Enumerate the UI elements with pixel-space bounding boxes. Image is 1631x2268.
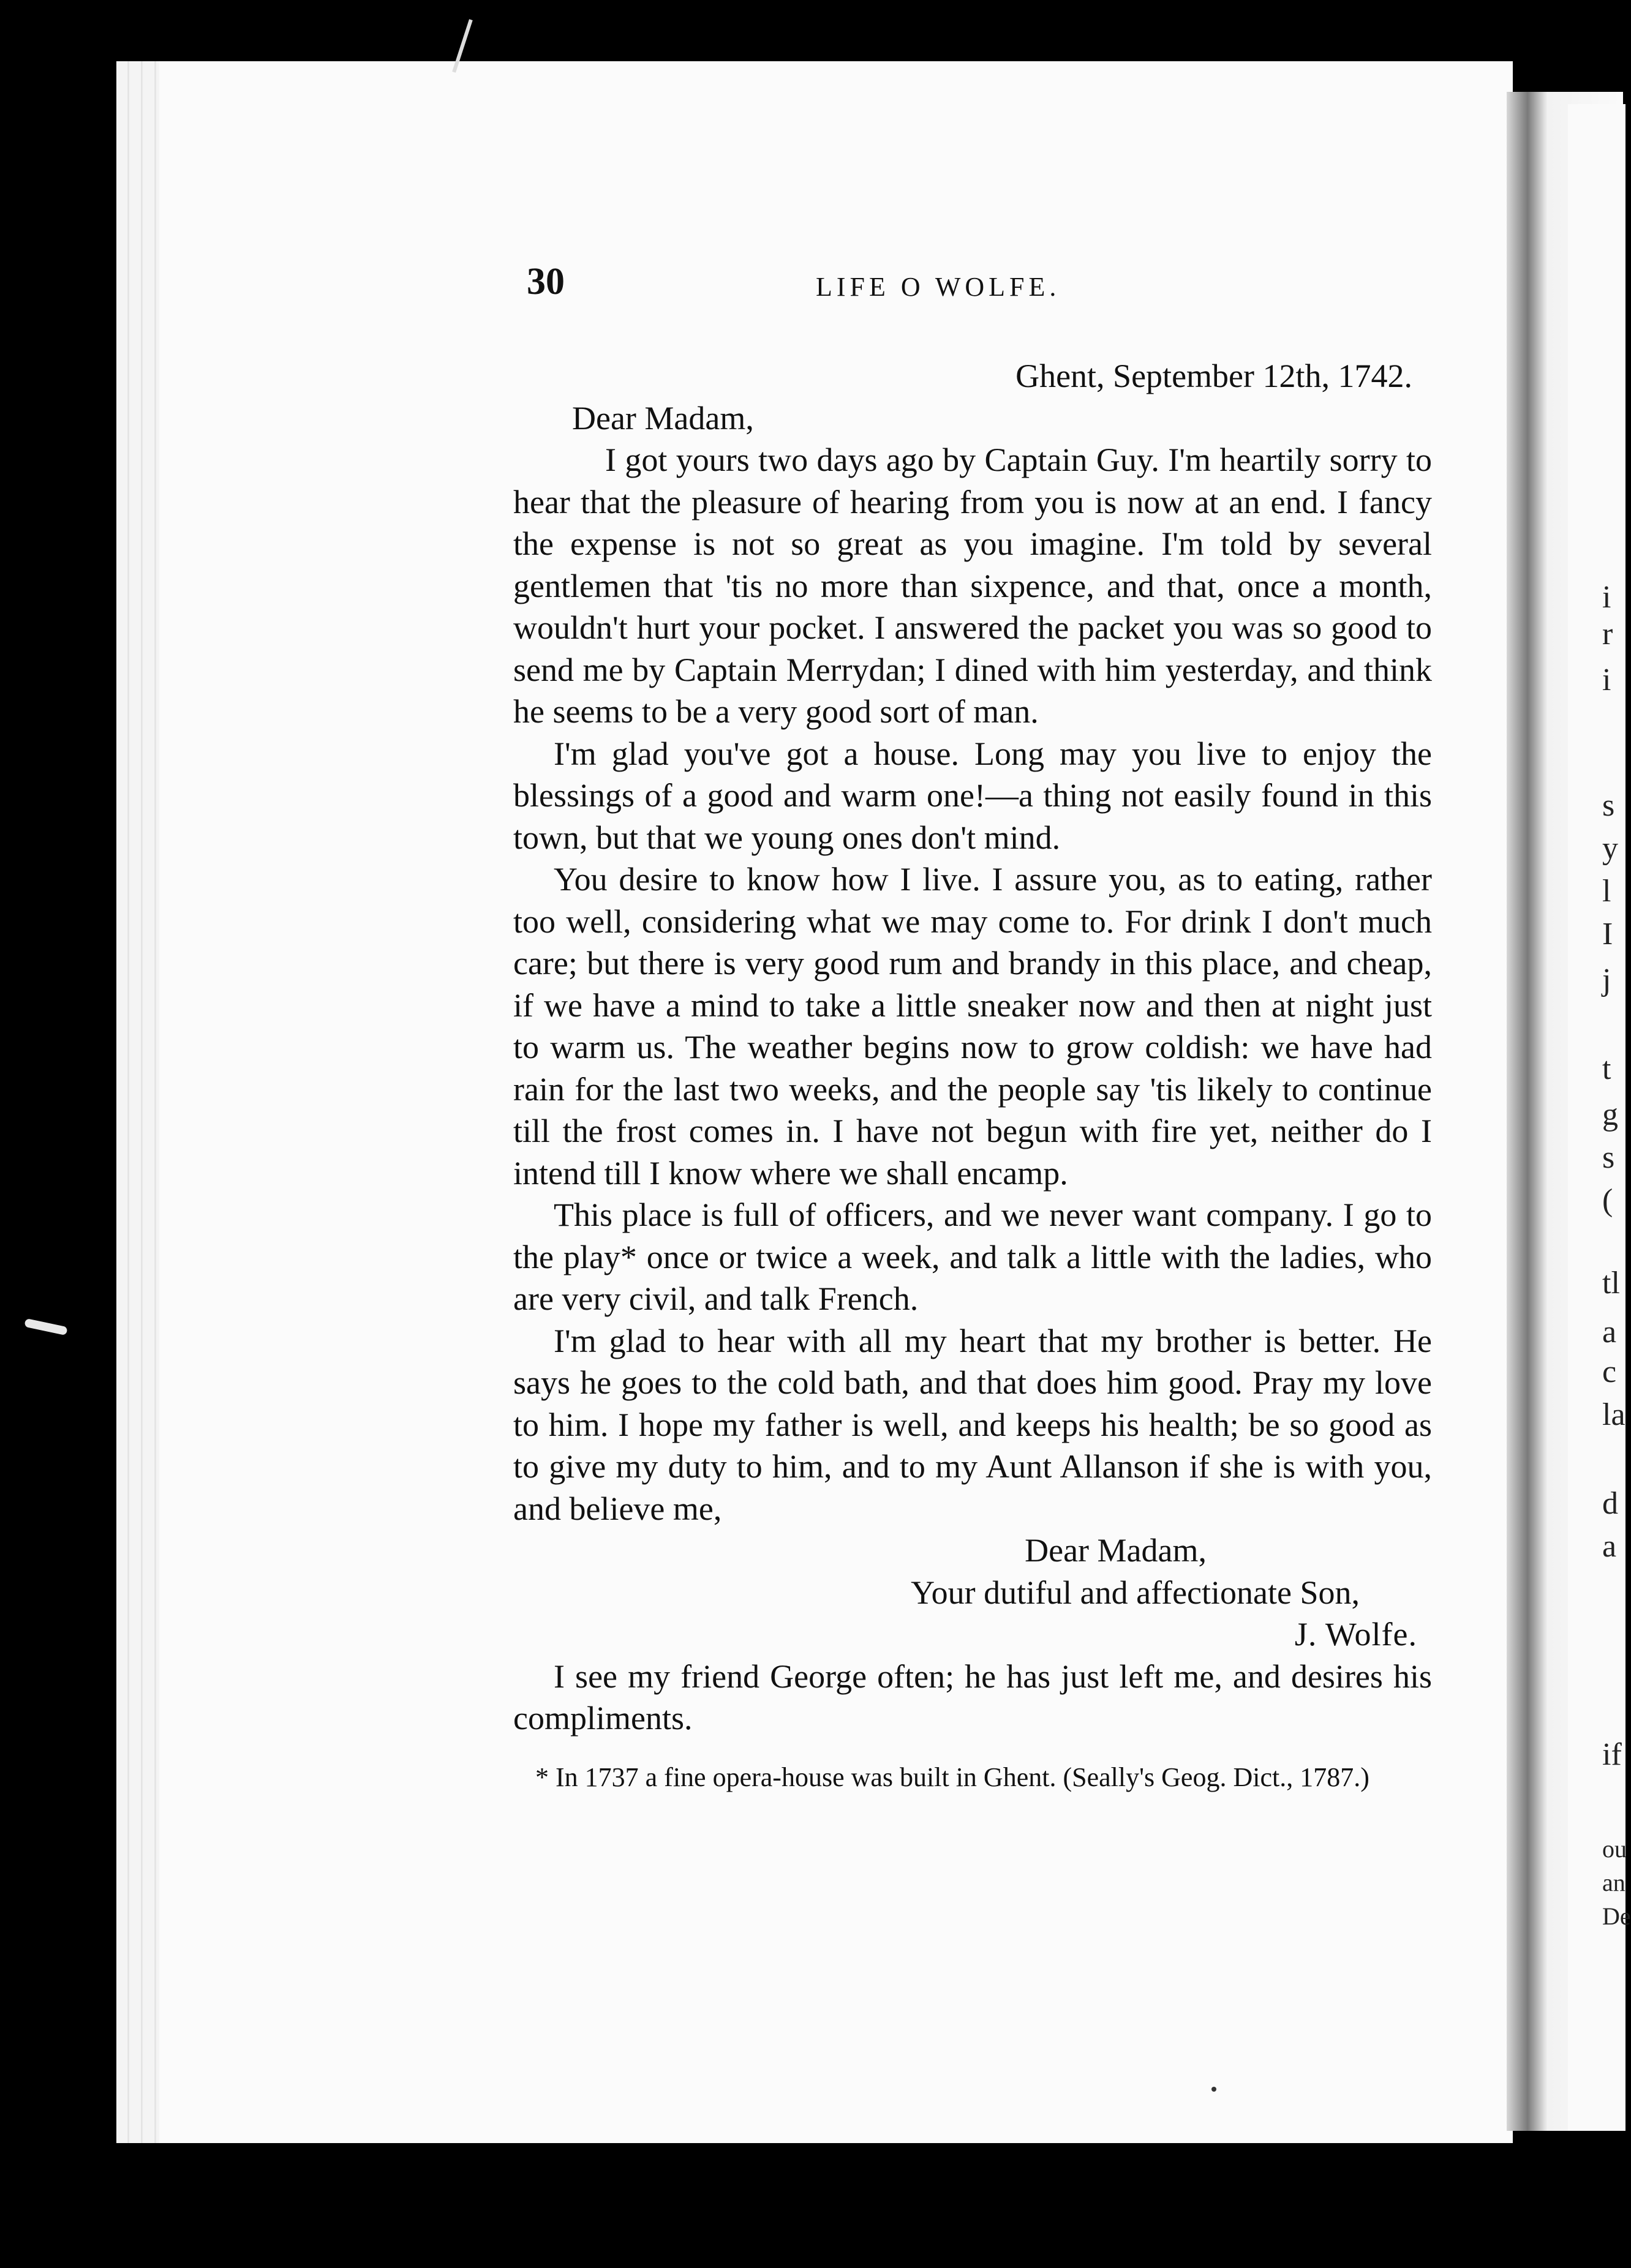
postscript: I see my friend George often; he has just left me, and desires his compliments. [513, 1658, 1432, 1737]
facing-page-fragment: s [1602, 788, 1615, 823]
paragraph: You desire to know how I live. I assure you, as to eating, rather too well, considering what we may come to. For drink I don't much care; but there is very good rum and brandy in this place, and cheap, if we have a mind to take a little sneaker now and then at night just to warm us. The weather begins now to grow coldish: we have had rain for the last two weeks, and the people say 'tis likely to continue till the frost comes in. I have not begun with fire yet, neither do I intend till I know where we shall encamp. [513, 861, 1432, 1192]
facing-page-fragment: l [1602, 874, 1611, 909]
facing-page-fragment: d [1602, 1486, 1618, 1521]
paragraph: I got yours two days ago by Captain Guy. I'm heartily sorry to hear that the pleasure of hearing from you is now at an end. I fancy the expense is not so great as you imagine. I'm told by several gentlemen that 'tis no more than sixpence, and that, once a month, wouldn't hurt your pocket. I answered the packet you was so good to send me by Captain Merrydan; I dined with him yesterday, and think he seems to be a very good sort of man. [513, 441, 1432, 730]
facing-page-fragment: if [1602, 1737, 1622, 1772]
facing-page-fragment: ( [1602, 1183, 1613, 1218]
facing-page-fragment: De [1602, 1902, 1631, 1930]
facing-page-fragment: c [1602, 1354, 1617, 1389]
paragraph: I'm glad you've got a house. Long may you live to enjoy the blessings of a good and warm one!—a thing not easily found in this town, but that we young ones don't mind. [513, 735, 1432, 856]
signature: J. Wolfe. [1294, 1616, 1417, 1653]
facing-page-fragment: y [1602, 831, 1618, 866]
page-number: 30 [527, 261, 565, 302]
facing-page-fragment: j [1602, 963, 1611, 997]
running-head: LIFE O WOLFE. [816, 272, 1061, 302]
facing-page-fragment: I [1602, 917, 1613, 952]
closing-phrase: Your dutiful and affectionate Son, [911, 1574, 1360, 1611]
facing-page-fragment: tl [1602, 1266, 1620, 1301]
paragraph: I'm glad to hear with all my heart that my brother is better. He says he goes to the cold bath, and that does him good. Pray my love to him. I hope my father is well, and keeps his health; be so good as to give my duty to him, and to my Aunt Allanson if she is with you, and believe me, [513, 1322, 1432, 1527]
margin-mark [24, 1318, 67, 1335]
facing-page-fragment: i [1602, 663, 1611, 697]
facing-page-fragment: t [1602, 1051, 1611, 1086]
facing-page-fragment: r [1602, 617, 1613, 651]
facing-page-fragment: s [1602, 1140, 1615, 1175]
facing-page-fragment: i [1602, 580, 1611, 615]
page-speck [1211, 2087, 1216, 2092]
facing-page-fragment: la [1602, 1397, 1625, 1432]
closing-salutation: Dear Madam, [1025, 1532, 1207, 1569]
dateline: Ghent, September 12th, 1742. [1015, 358, 1412, 394]
facing-page-fragment: a [1602, 1529, 1617, 1564]
letter-body [513, 355, 1432, 1795]
salutation: Dear Madam, [572, 399, 754, 437]
facing-page-fragment: g [1602, 1097, 1618, 1132]
facing-page-fragment: a [1602, 1315, 1617, 1350]
page-header [527, 260, 1431, 309]
paragraph: This place is full of officers, and we never want company. I go to the play* once or twice a week, and talk a little with the ladies, who are very civil, and talk French. [513, 1196, 1432, 1317]
footnote: * In 1737 a fine opera-house was built in Ghent. (Seally's Geog. Dict., 1787.) [535, 1762, 1369, 1792]
facing-page-fragment: an [1602, 1869, 1625, 1896]
facing-page-fragment: ou [1602, 1835, 1627, 1863]
